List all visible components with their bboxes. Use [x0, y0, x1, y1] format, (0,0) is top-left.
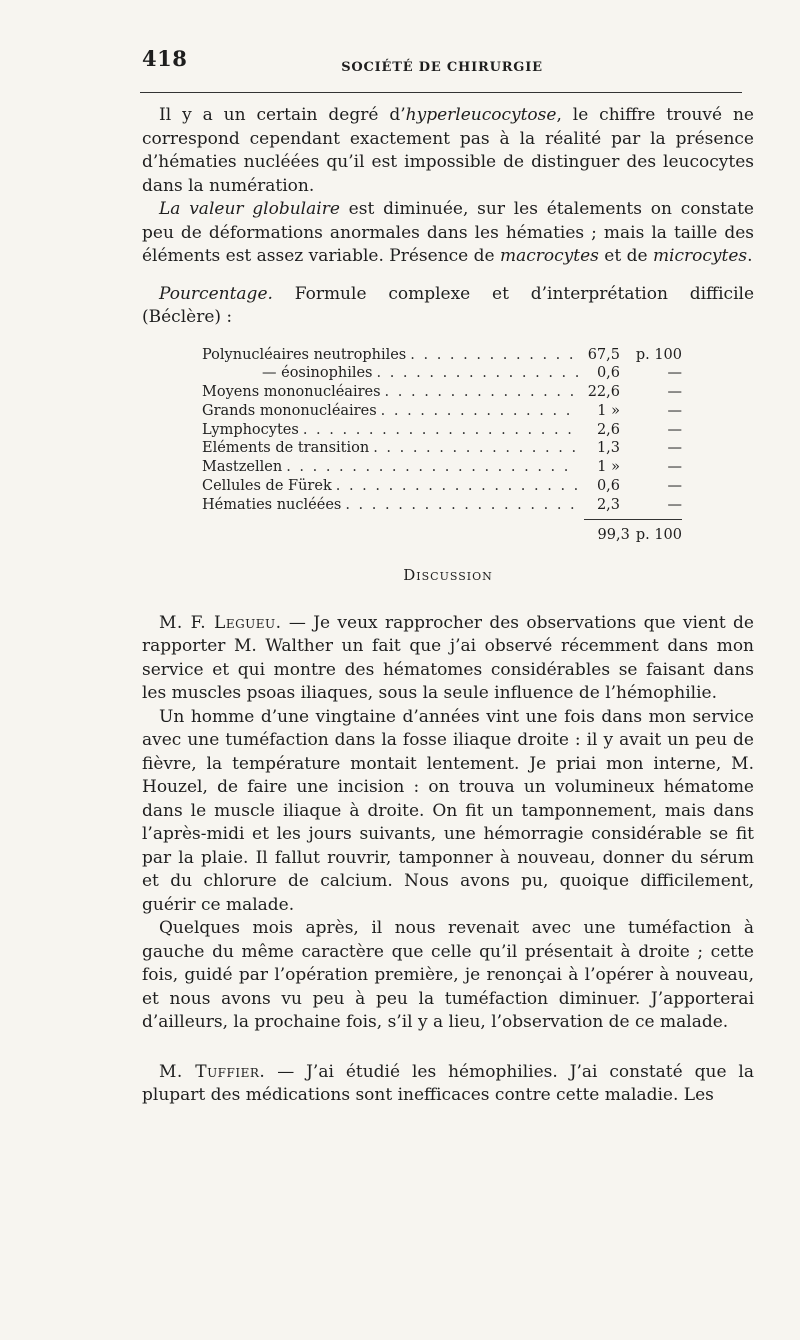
intro-paragraph-3: Pourcentage. Formule complexe et d’interprétation difficile (Béclère) : [142, 283, 754, 327]
header-rule [140, 92, 742, 93]
intro-paragraph-2: La valeur globulaire est diminuée, sur les étalements on constate peu de déformations anormales dans les hématies ; mais la taille des éléments est assez variable. Présence de macrocytes et de microcytes. [142, 199, 754, 266]
page-body [142, 104, 754, 1108]
speaker-tuffier: M. Tuffier. [159, 1061, 266, 1082]
total-unit: p. 100 [635, 526, 682, 543]
page-number: 418 [142, 46, 188, 71]
running-head: SOCIÉTÉ DE CHIRURGIE [341, 60, 543, 75]
table-total [202, 519, 682, 545]
table-row: Grands mononucléaires . . . 1 » — [202, 402, 682, 421]
page-header [142, 44, 742, 74]
speaker-legueu: M. F. Legueu. [159, 612, 282, 633]
table-row: Hématies nucléées . . . 2,3 — [202, 496, 682, 515]
total-value: 99,3 [597, 526, 630, 543]
legueu-paragraph-2: Un homme d’une vingtaine d’années vint une fois dans mon service avec une tuméfaction dans la fosse iliaque droite : il y avait un peu de fièvre, la température montait lentement. Je priai mon interne, M. Houzel, de faire une incision : on trouva un volumineux hématome dans le muscle iliaque à droite. On fit un tamponnement, mais dans l’après-midi et les jours suivants, une hémorragie considérable se fit par la plaie. Il fallut rouvrir, tamponner à nouveau, donner du sérum et du chlorure de calcium. Nous avons pu, quoique difficilement, guérir ce malade. [142, 706, 754, 915]
intro-paragraph-1: Il y a un certain degré d’hyperleucocytose, le chiffre trouvé ne correspond cependant exactement pas à la réalité par la présence d’hématies nucléées qu’il est impossible de distinguer des leucocytes dans la numération. [142, 105, 754, 196]
table-row: Cellules de Fürek . . . 0,6 — [202, 477, 682, 496]
legueu-paragraph-1: M. F. Legueu. — Je veux rapprocher des observations que vient de rapporter M. Walther un fait que j’ai observé récemment dans mon service et qui montre des hématomes considérables se faisant dans les muscles psoas iliaques, sous la seule influence de l’hémophilie. [142, 612, 754, 704]
table-row: Moyens mononucléaires . . . 22,6 — [202, 383, 682, 402]
table-row: Eléments de transition . . . 1,3 — [202, 439, 682, 458]
tuffier-paragraph-1: M. Tuffier. — J’ai étudié les hémophilies. J’ai constaté que la plupart des médications sont inefficaces contre cette maladie. Les [142, 1061, 754, 1106]
table-row: Mastzellen . . . 1 » — [202, 458, 682, 477]
table-row: Polynucléaires neutrophiles . . . 67,5 p. 100 [202, 346, 682, 365]
section-title-discussion: Discussion [403, 566, 493, 585]
blood-formula-table [202, 346, 682, 545]
table-row: — éosinophiles . . . 0,6 — [202, 364, 682, 383]
legueu-paragraph-3: Quelques mois après, il nous revenait avec une tuméfaction à gauche du même caractère que celle qu’il présentait à droite ; cette fois, guidé par l’opération première, je renonçai à l’opérer à nouveau, et nous avons vu peu à peu la tuméfaction diminuer. J’apporterai d’ailleurs, la prochaine fois, s’il y a lieu, l’observation de ce malade. [142, 918, 754, 1033]
table-row: Lymphocytes . . . 2,6 — [202, 421, 682, 440]
